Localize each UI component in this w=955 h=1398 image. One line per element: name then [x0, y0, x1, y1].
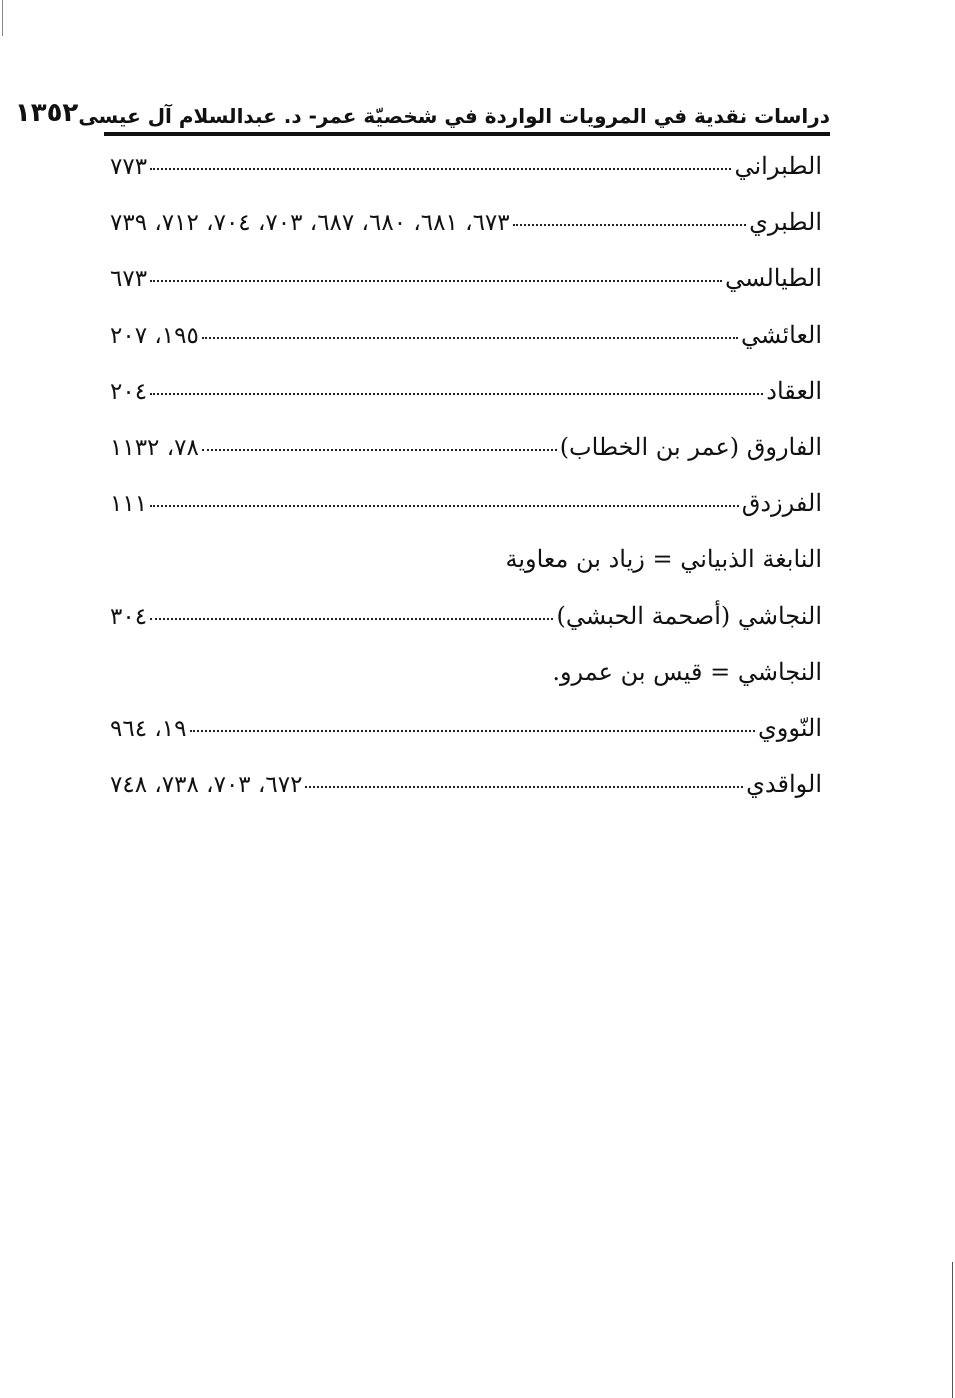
- entry-pages: ٣٠٤: [110, 603, 148, 630]
- index-entry: [110, 264, 822, 320]
- dot-leader: [150, 280, 722, 282]
- dot-leader: [150, 393, 763, 395]
- dot-leader: [202, 337, 738, 339]
- index-entry: [110, 152, 822, 208]
- index-entry: [110, 489, 822, 545]
- running-header: [14, 90, 830, 136]
- entry-name: الطبري: [749, 208, 822, 237]
- index-entry: [110, 377, 822, 433]
- index-entry: [110, 602, 822, 658]
- dot-leader: [202, 449, 557, 451]
- entry-pages: ١١١: [110, 491, 148, 518]
- entry-name: الواقدي: [746, 770, 822, 799]
- dot-leader: [150, 168, 731, 170]
- dot-leader: [513, 224, 746, 226]
- entry-pages: ١٩٥، ٢٠٧: [110, 322, 199, 349]
- entry-name: النّووي: [758, 713, 822, 742]
- header-title: دراسات نقدية في المرويات الواردة في شخصيّة عمر- د. عبدالسلام آل عيسى: [78, 104, 830, 128]
- entry-pages: ٢٠٤: [110, 378, 148, 405]
- index-entry: [110, 433, 822, 489]
- page-number: ١٣٥٢: [14, 98, 79, 128]
- entry-name: العائشي: [741, 320, 822, 349]
- entry-name: الفاروق (عمر بن الخطاب): [559, 432, 822, 461]
- dot-leader: [305, 786, 743, 788]
- entry-pages: ١٩، ٩٦٤: [110, 715, 187, 742]
- entry-name: الطيالسي: [725, 264, 822, 293]
- scan-edge-mark: [2, 0, 3, 36]
- index-entry-cross-reference: [110, 545, 822, 601]
- index-list: [110, 152, 822, 826]
- entry-name: العقاد: [766, 376, 822, 405]
- entry-pages: ٧٧٣: [110, 154, 148, 180]
- index-entry: [110, 208, 822, 264]
- index-entry: [110, 770, 822, 826]
- index-entry: [110, 714, 822, 770]
- dot-leader: [150, 505, 739, 507]
- entry-name: النجاشي (أصحمة الحبشي): [556, 601, 822, 630]
- entry-pages: ٧٨، ١١٣٢: [110, 434, 199, 461]
- index-entry: [110, 321, 822, 377]
- entry-name: النابغة الذبياني = زياد بن معاوية: [505, 545, 822, 574]
- index-entry-cross-reference: [110, 658, 822, 714]
- entry-pages: ٦٧٣: [110, 266, 148, 293]
- entry-pages: ٦٧٢، ٧٠٣، ٧٣٨، ٧٤٨: [110, 772, 303, 799]
- entry-pages: ٦٧٣، ٦٨١، ٦٨٠، ٦٨٧، ٧٠٣، ٧٠٤، ٧١٢، ٧٣٩: [110, 210, 510, 237]
- dot-leader: [190, 730, 755, 732]
- entry-name: الطبراني: [734, 152, 822, 180]
- entry-name: الفرزدق: [741, 489, 822, 518]
- entry-name: النجاشي = قيس بن عمرو.: [552, 657, 822, 686]
- dot-leader: [150, 618, 553, 620]
- scan-edge-mark: [952, 1262, 953, 1398]
